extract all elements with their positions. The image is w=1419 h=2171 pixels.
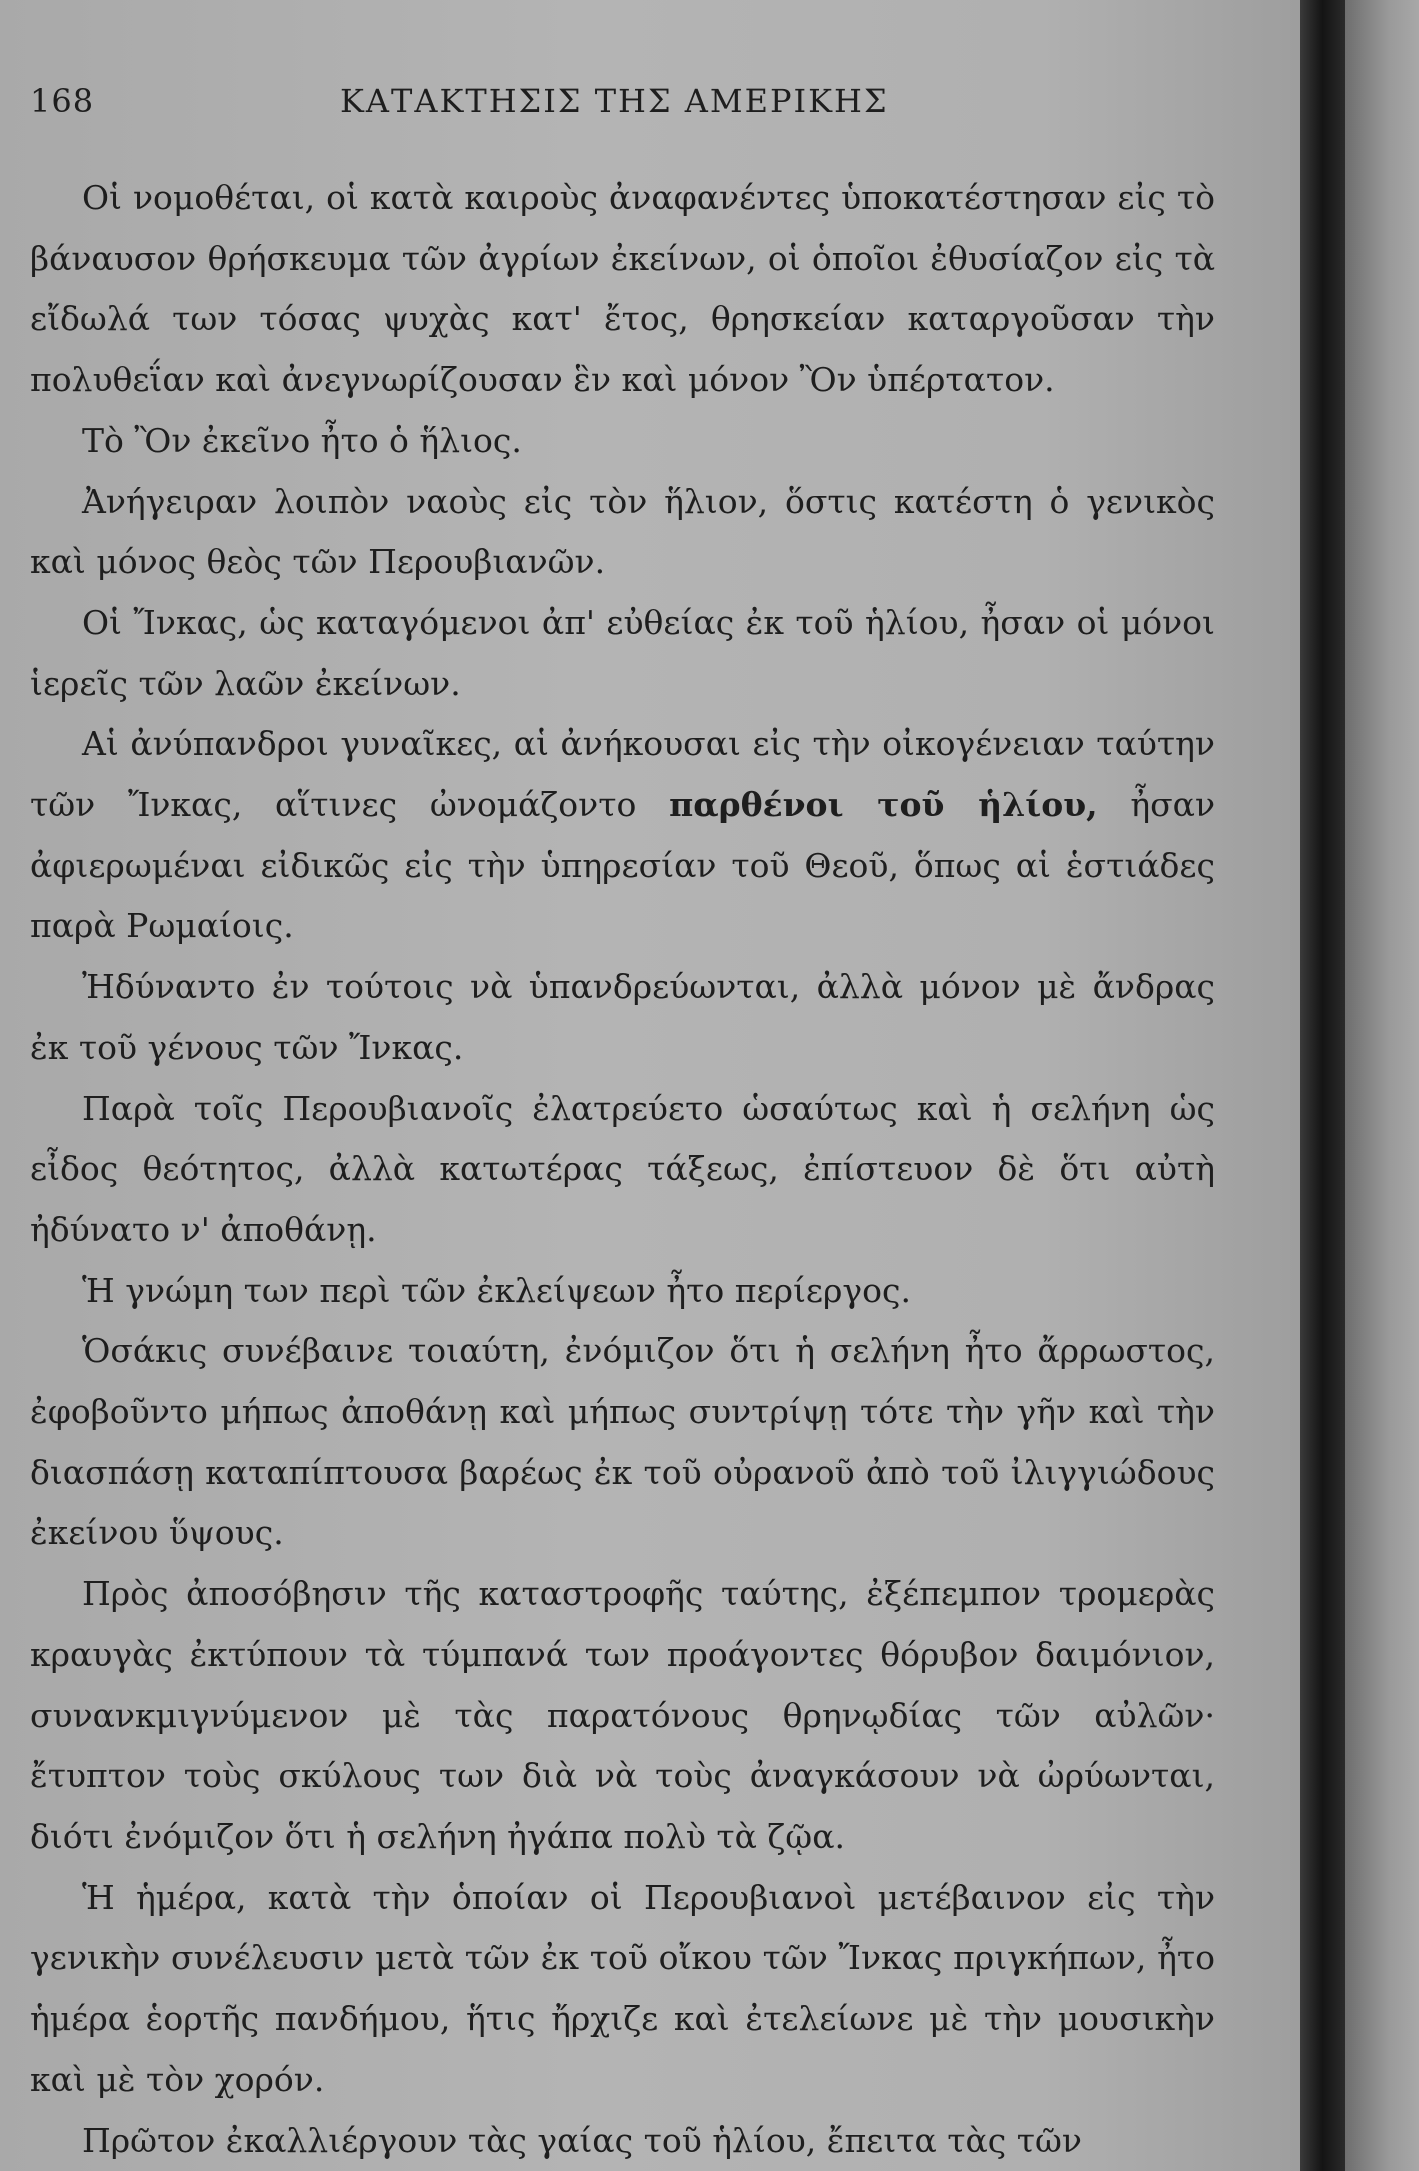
- paragraph: Ἡ γνώμη των περὶ τῶν ἐκλείψεων ἦτο περίεργος.: [82, 1270, 911, 1310]
- paragraph: Παρὰ τοῖς Περουβιανοῖς ἐλατρεύετο ὡσαύτως καὶ ἡ σελήνη ὡς εἶδος θεότητος, ἀλλὰ κατωτέρας τάξεως, ἐπίστευον δὲ ὅτι αὐτὴ ἠδύνατο ν' ἀποθάνῃ.: [30, 1088, 1215, 1249]
- page-number: 168: [30, 82, 95, 120]
- running-title: ΚΑΤΑΚΤΗΣΙΣ ΤΗΣ ΑΜΕΡΙΚΗΣ: [340, 82, 889, 120]
- paragraph: Οἱ νομοθέται, οἱ κατὰ καιροὺς ἀναφανέντες ὑποκατέστησαν εἰς τὸ βάναυσον θρήσκευμα τῶν ἀγρίων ἐκείνων, οἱ ὁποῖοι ἐθυσίαζον εἰς τὰ εἴδωλά των τόσας ψυχὰς κατ' ἔτος, θρησκείαν καταργοῦσαν τὴν πολυθεΐαν καὶ ἀνεγνωρίζουσαν ἓν καὶ μόνον Ὂν ὑπέρτατον.: [30, 178, 1215, 400]
- body-text: [30, 168, 1215, 2171]
- paragraph-text: ἦσαν ἀφιερωμέναι εἰδικῶς εἰς τὴν ὑπηρεσίαν τοῦ Θεοῦ, ὅπως αἱ ἑστιάδες παρὰ Ρωμαίοις.: [30, 785, 1216, 946]
- paragraph: Ἠδύναντο ἐν τούτοις νὰ ὑπανδρεύωνται, ἀλλὰ μόνον μὲ ἄνδρας ἐκ τοῦ γένους τῶν Ἴνκας.: [30, 967, 1215, 1067]
- facing-page-edge: [1345, 0, 1419, 2171]
- paragraph-text: Αἱ ἀνύπανδροι γυναῖκες, αἱ ἀνήκουσαι εἰς τὴν οἰκογένειαν ταύτην τῶν Ἴνκας, αἵτινες ὠνομάζοντο: [30, 724, 1215, 825]
- paragraph: Ὁσάκις συνέβαινε τοιαύτη, ἐνόμιζον ὅτι ἡ σελήνη ἦτο ἄρρωστος, ἐφοβοῦντο μήπως ἀποθάνῃ καὶ μήπως συντρίψῃ τότε τὴν γῆν καὶ τὴν διασπάσῃ καταπίπτουσα βαρέως ἐκ τοῦ οὐρανοῦ ἀπὸ τοῦ ἰλιγγιώδους ἐκείνου ὕψους.: [30, 1331, 1215, 1553]
- paragraph: Ἡ ἡμέρα, κατὰ τὴν ὁποίαν οἱ Περουβιανοὶ μετέβαινον εἰς τὴν γενικὴν συνέλευσιν μετὰ τῶν ἐκ τοῦ οἴκου τῶν Ἴνκας πριγκήπων, ἦτο ἡμέρα ἑορτῆς πανδήμου, ἥτις ἤρχιζε καὶ ἐτελείωνε μὲ τὴν μουσικὴν καὶ μὲ τὸν χορόν.: [30, 1877, 1215, 2099]
- paragraph-virgins-of-the-sun: [30, 714, 1215, 957]
- paragraph: Τὸ Ὂν ἐκεῖνο ἦτο ὁ ἥλιος.: [82, 420, 522, 460]
- paragraph: Πρῶτον ἐκαλλιέργουν τὰς γαίας τοῦ ἡλίου, ἔπειτα τὰς τῶν: [82, 2120, 1082, 2160]
- running-head: [30, 82, 1210, 132]
- paragraph: Οἱ Ἴνκας, ὡς καταγόμενοι ἀπ' εὐθείας ἐκ τοῦ ἡλίου, ἦσαν οἱ μόνοι ἱερεῖς τῶν λαῶν ἐκείνων.: [30, 602, 1215, 703]
- paragraph: Ἀνήγειραν λοιπὸν ναοὺς εἰς τὸν ἥλιον, ὅστις κατέστη ὁ γενικὸς καὶ μόνος θεὸς τῶν Περουβιανῶν.: [30, 481, 1215, 582]
- book-spine-shadow: [1300, 0, 1345, 2171]
- paragraph: Πρὸς ἀποσόβησιν τῆς καταστροφῆς ταύτης, ἐξέπεμπον τρομερὰς κραυγὰς ἐκτύπουν τὰ τύμπανά των προάγοντες θόρυβον δαιμόνιον, συνανκμιγνύμενον μὲ τὰς παρατόνους θρηνῳδίας τῶν αὐλῶν· ἔτυπτον τοὺς σκύλους των διὰ νὰ τοὺς ἀναγκάσουν νὰ ὠρύωνται, διότι ἐνόμιζον ὅτι ἡ σελήνη ἠγάπα πολὺ τὰ ζῷα.: [30, 1574, 1215, 1856]
- emphasis-virgins-of-the-sun: παρθένοι τοῦ ἡλίου,: [669, 785, 1098, 825]
